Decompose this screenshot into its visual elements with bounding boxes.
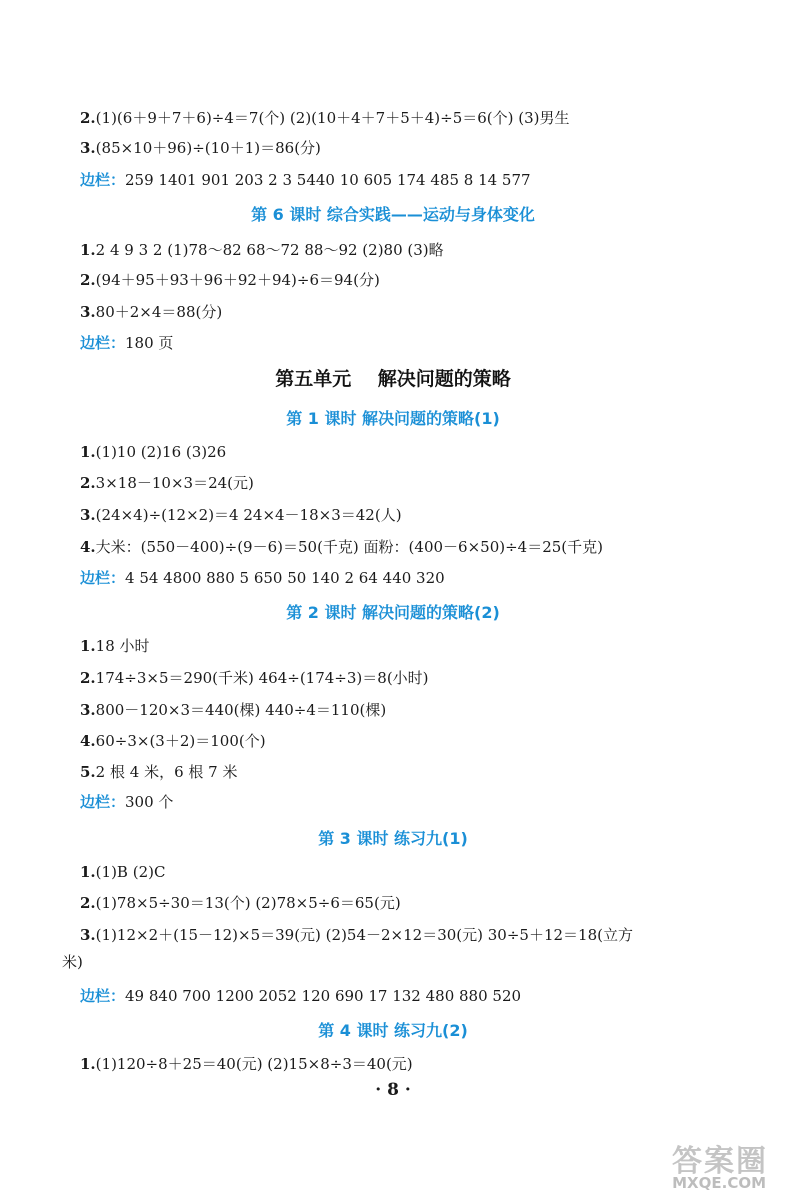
item-number: 3. <box>80 701 96 719</box>
answer-text: 180 页 <box>125 334 174 352</box>
item-number: 3. <box>80 139 96 157</box>
answer-text: 大米：(550－400)÷(9－6)＝50(千克) 面粉：(400－6×50)÷4＝25(千克) <box>95 538 603 556</box>
watermark-url: MXQE.COM <box>672 1174 766 1192</box>
answer-text: 4 54 4800 880 5 650 50 140 2 64 440 320 <box>125 569 445 587</box>
lesson-heading: 第 1 课时 解决问题的策略(1) <box>286 409 500 428</box>
watermark-logo: 答案圈 <box>672 1144 768 1179</box>
answer-line <box>80 731 266 751</box>
answer-text: (94＋95＋93＋96＋92＋94)÷6＝94(分) <box>95 271 380 289</box>
answer-text: (24×4)÷(12×2)＝4 24×4－18×3＝42(人) <box>95 506 402 524</box>
answer-line <box>80 762 237 782</box>
item-number: 1. <box>80 241 96 259</box>
answer-line <box>80 893 401 913</box>
answer-text: (1)10 (2)16 (3)26 <box>95 443 227 461</box>
sidebar-label: 边栏： <box>80 334 126 352</box>
item-number: 5. <box>80 763 96 781</box>
answer-line <box>80 270 380 290</box>
item-number: 2. <box>80 669 96 687</box>
answer-line <box>80 240 444 260</box>
answer-line <box>80 1054 413 1074</box>
answer-text: (1)12×2＋(15－12)×5＝39(元) (2)54－2×12＝30(元) 30÷5＋12＝18(立方 <box>95 926 633 944</box>
answer-line <box>80 108 570 128</box>
answer-text: (1)78×5÷30＝13(个) (2)78×5÷6＝65(元) <box>95 894 401 912</box>
sidebar-label: 边栏： <box>80 793 126 811</box>
sidebar-answer-line <box>80 792 173 812</box>
item-number: 3. <box>80 506 96 524</box>
answer-line <box>80 925 633 945</box>
item-number: 4. <box>80 538 96 556</box>
answer-line <box>80 668 429 688</box>
item-number: 2. <box>80 109 96 127</box>
sidebar-label: 边栏： <box>80 569 126 587</box>
sidebar-answer-line <box>80 333 173 353</box>
answer-text: (1)120÷8＋25＝40(元) (2)15×8÷3＝40(元) <box>95 1055 413 1073</box>
answer-line-continued: 米) <box>62 953 83 971</box>
answer-text: (1)B (2)C <box>95 863 166 881</box>
item-number: 3. <box>80 303 96 321</box>
item-number: 1. <box>80 1055 96 1073</box>
watermark <box>612 1136 772 1192</box>
answer-text: 18 小时 <box>95 637 150 655</box>
answer-text: 80＋2×4＝88(分) <box>95 303 223 321</box>
sidebar-answer-line <box>80 986 521 1006</box>
item-number: 1. <box>80 637 96 655</box>
answer-line <box>80 537 603 557</box>
answer-text: 2 4 9 3 2 (1)78～82 68～72 88～92 (2)80 (3)略 <box>95 241 444 259</box>
answer-text: 300 个 <box>125 793 174 811</box>
lesson-heading: 第 6 课时 综合实践——运动与身体变化 <box>251 205 535 224</box>
sidebar-answer-line <box>80 568 445 588</box>
page-number: · 8 · <box>375 1080 411 1100</box>
lesson-heading: 第 3 课时 练习九(1) <box>318 829 468 848</box>
answer-text: 49 840 700 1200 2052 120 690 17 132 480 880 520 <box>125 987 522 1005</box>
answer-line <box>80 473 254 493</box>
answer-line <box>80 862 165 882</box>
unit-title: 第五单元 解决问题的策略 <box>275 368 511 390</box>
sidebar-label: 边栏： <box>80 987 126 1005</box>
item-number: 1. <box>80 443 96 461</box>
answer-text: 2 根 4 米，6 根 7 米 <box>95 763 238 781</box>
answer-text: 174÷3×5＝290(千米) 464÷(174÷3)＝8(小时) <box>95 669 429 687</box>
answer-text: 60÷3×(3＋2)＝100(个) <box>95 732 266 750</box>
item-number: 4. <box>80 732 96 750</box>
answer-line <box>80 302 222 322</box>
answer-text: (1)(6＋9＋7＋6)÷4＝7(个) (2)(10＋4＋7＋5＋4)÷5＝6(个) (3)男生 <box>95 109 570 127</box>
answer-text: (85×10＋96)÷(10＋1)＝86(分) <box>95 139 321 157</box>
answer-line <box>80 138 321 158</box>
answer-line <box>80 442 226 462</box>
answer-text: 3×18－10×3＝24(元) <box>95 474 254 492</box>
answer-line <box>80 700 386 720</box>
item-number: 2. <box>80 894 96 912</box>
answer-line <box>80 505 402 525</box>
answer-line <box>80 636 150 656</box>
sidebar-answer-line <box>80 170 531 190</box>
lesson-heading: 第 2 课时 解决问题的策略(2) <box>286 603 500 622</box>
answer-text: 259 1401 901 203 2 3 5440 10 605 174 485 8 14 577 <box>125 171 531 189</box>
item-number: 1. <box>80 863 96 881</box>
item-number: 3. <box>80 926 96 944</box>
item-number: 2. <box>80 474 96 492</box>
item-number: 2. <box>80 271 96 289</box>
answer-text: 800－120×3＝440(棵) 440÷4＝110(棵) <box>95 701 387 719</box>
lesson-heading: 第 4 课时 练习九(2) <box>318 1021 468 1040</box>
sidebar-label: 边栏： <box>80 171 126 189</box>
